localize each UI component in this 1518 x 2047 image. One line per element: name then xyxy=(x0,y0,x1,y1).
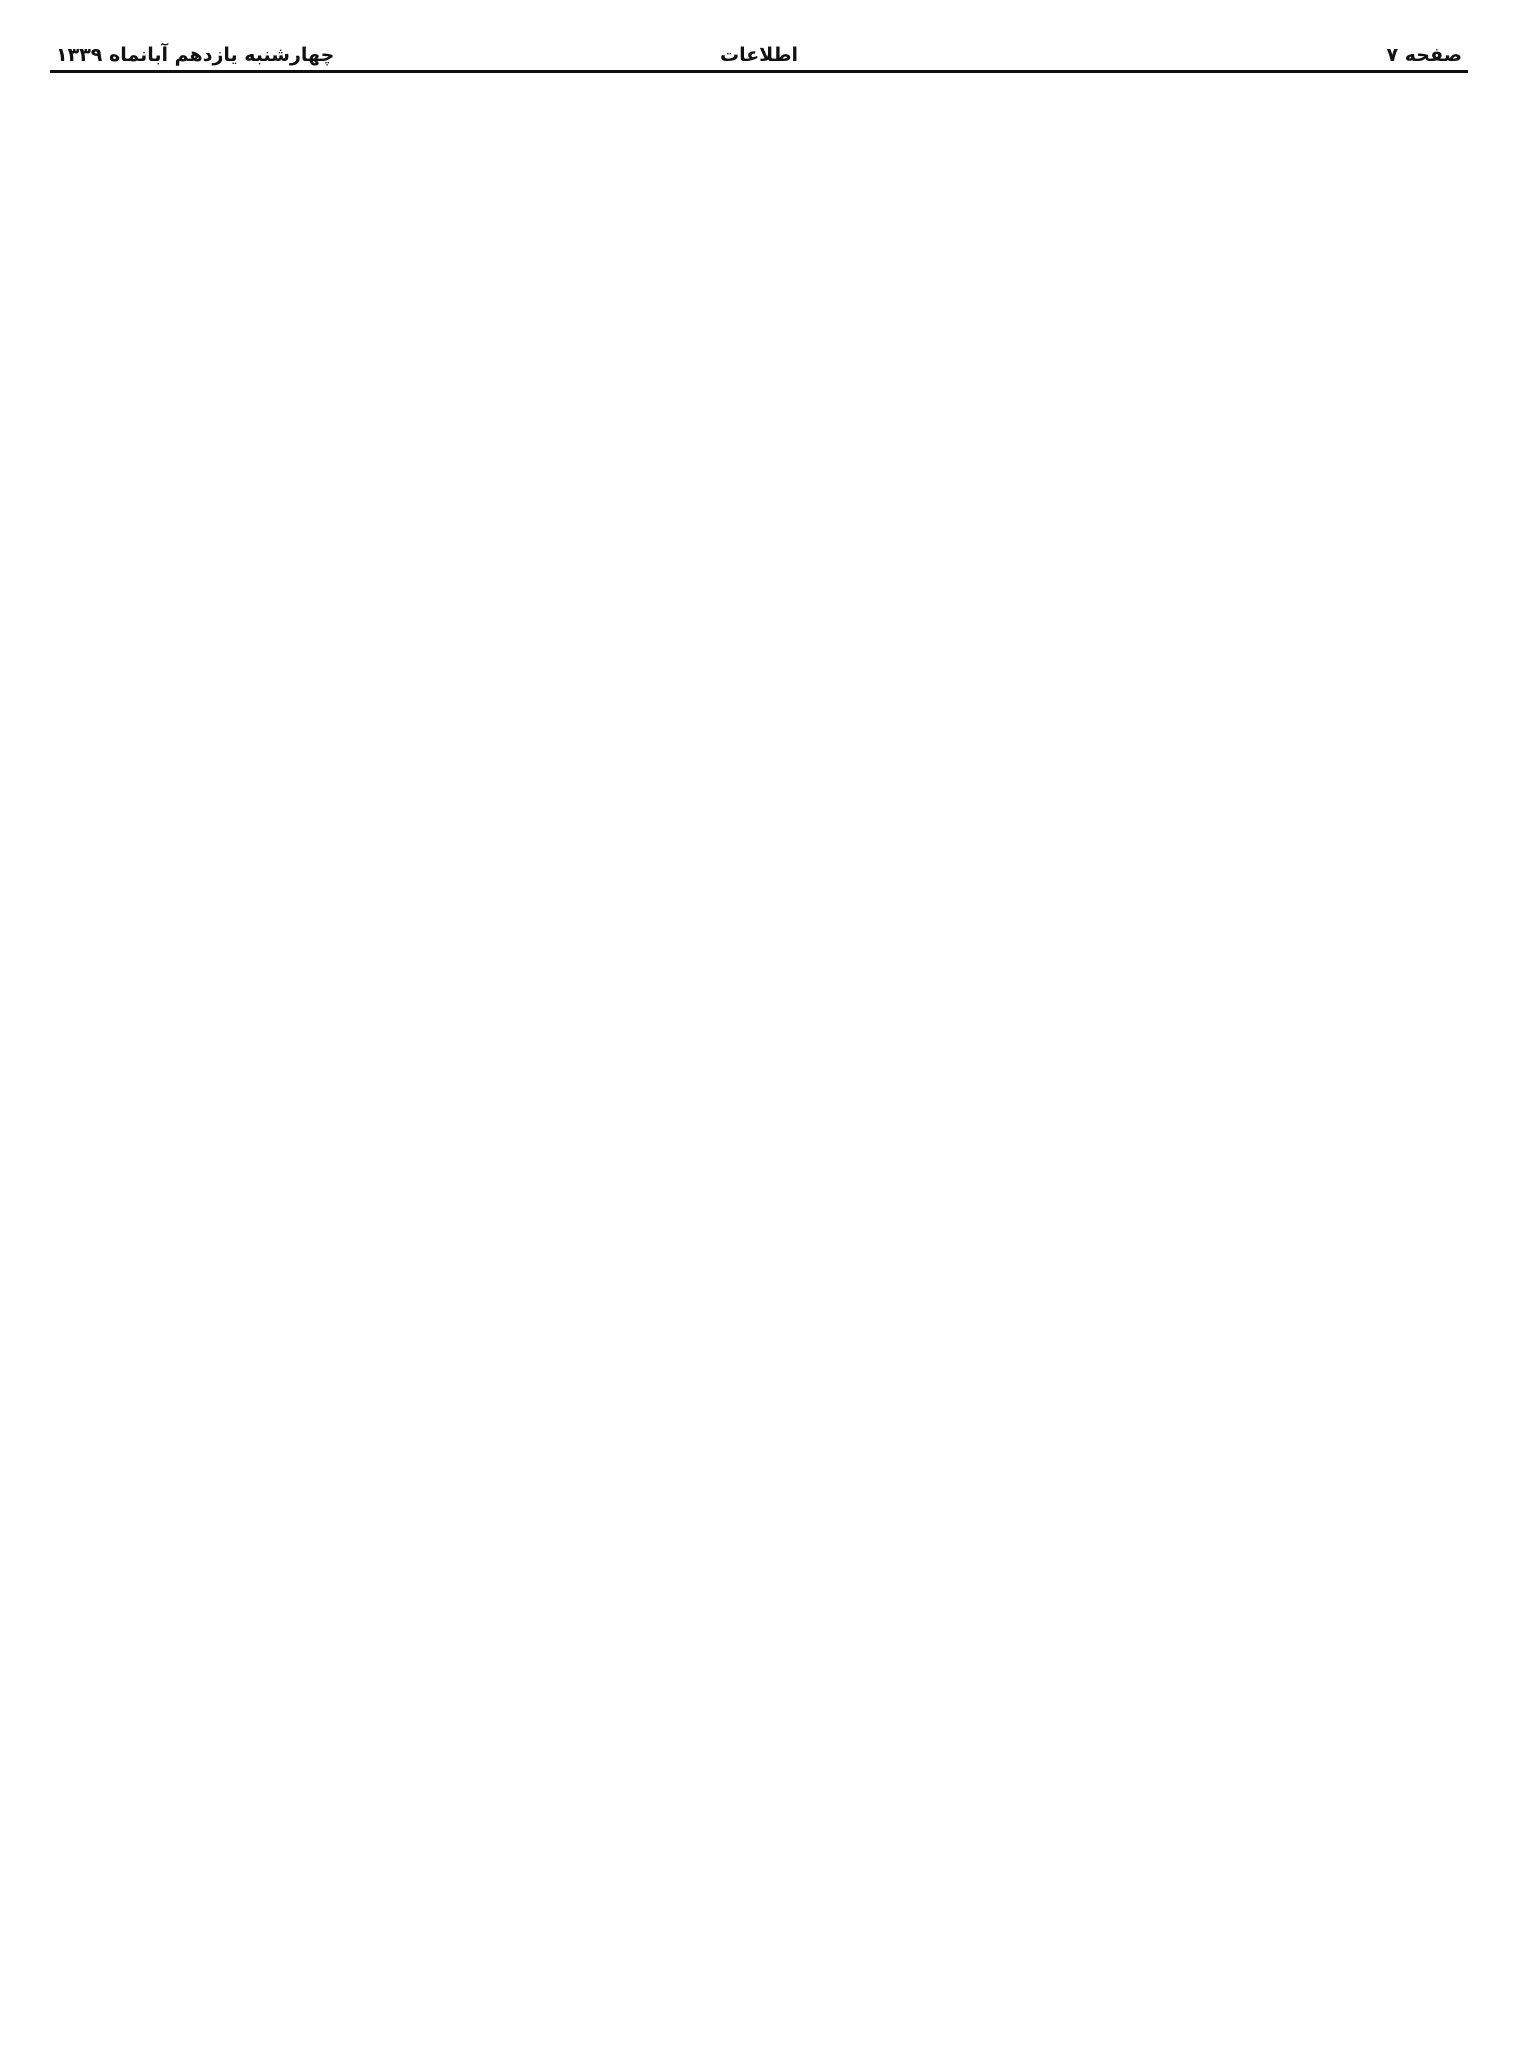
page-number: صفحه ۷ xyxy=(1386,44,1462,66)
issue-date: چهارشنبه یازدهم آبانماه ۱۳۳۹ xyxy=(56,44,335,66)
page-header xyxy=(50,40,1468,73)
newspaper-name: اطلاعات xyxy=(719,44,799,66)
